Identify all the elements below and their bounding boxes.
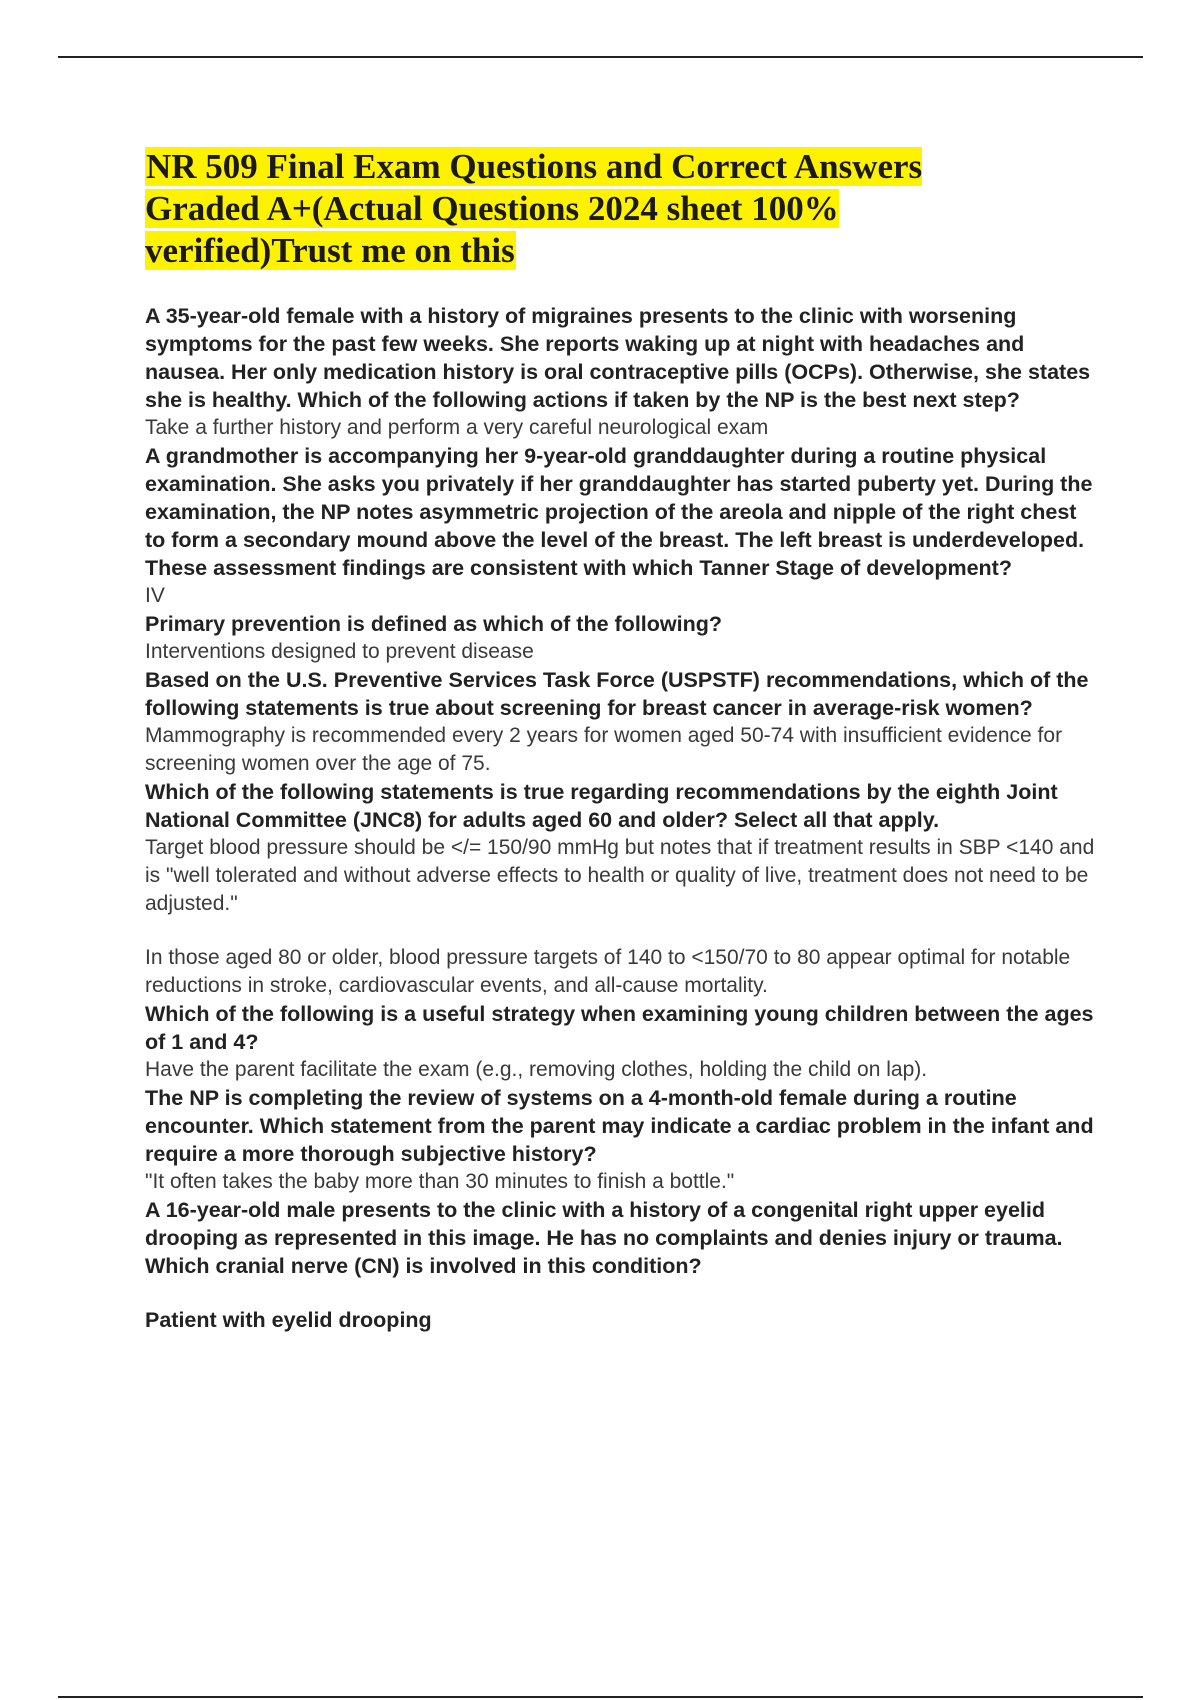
- question-text: Based on the U.S. Preventive Services Task Force (USPSTF) recommendations, which of the following statements is true about screening for breast cancer in average-risk women?: [145, 668, 1089, 720]
- question-text: Primary prevention is defined as which of the following?: [145, 612, 722, 636]
- qa-item: [145, 302, 1095, 442]
- answer-text: "It often takes the baby more than 30 minutes to finish a bottle.": [145, 1170, 735, 1193]
- question-text: Which of the following is a useful strategy when examining young children between the ages of 1 and 4?: [145, 1002, 1094, 1054]
- question-text: A 16-year-old male presents to the clinic with a history of a congenital right upper eyelid drooping as represented in this image. He has no complaints and denies injury or trauma. Which cranial nerve (CN) is involved in this condition?: [145, 1198, 1063, 1278]
- question-text: A 35-year-old female with a history of migraines presents to the clinic with worsening symptoms for the past few weeks. She reports waking up at night with headaches and nausea. Her only medication history is oral contraceptive pills (OCPs). Otherwise, she states she is healthy. Which of the following actions if taken by the NP is the best next step?: [145, 304, 1091, 412]
- page-title: [145, 146, 1045, 272]
- answer-text: Have the parent facilitate the exam (e.g., removing clothes, holding the child on lap).: [145, 1058, 928, 1081]
- answer-text: IV: [145, 584, 165, 607]
- question-text: Which of the following statements is true regarding recommendations by the eighth Joint National Committee (JNC8) for adults aged 60 and older? Select all that apply.: [145, 780, 1058, 832]
- qa-item: [145, 1084, 1095, 1196]
- answer-text: Mammography is recommended every 2 years for women aged 50-74 with insufficient evidence for screening women over the age of 75.: [145, 724, 1063, 775]
- top-rule: [58, 56, 1143, 58]
- answer-text: Interventions designed to prevent disease: [145, 640, 534, 663]
- answer-text-continued: In those aged 80 or older, blood pressure targets of 140 to <150/70 to 80 appear optimal for notable reductions in stroke, cardiovascular events, and all-cause mortality.: [145, 946, 1071, 997]
- qa-item: [145, 442, 1095, 610]
- question-text: A grandmother is accompanying her 9-year-old granddaughter during a routine physical examination. She asks you privately if her granddaughter has started puberty yet. During the examination, the NP notes asymmetric projection of the areola and nipple of the right chest to form a secondary mound above the level of the breast. The left breast is underdeveloped. These assessment findings are consistent with which Tanner Stage of development?: [145, 444, 1093, 580]
- question-text: The NP is completing the review of systems on a 4-month-old female during a routine encounter. Which statement from the parent may indicate a cardiac problem in the infant and require a more thorough subjective history?: [145, 1086, 1094, 1166]
- qa-item: [145, 1196, 1095, 1334]
- qa-list: [145, 302, 1095, 1334]
- qa-item: [145, 1000, 1095, 1084]
- answer-text: Take a further history and perform a very careful neurological exam: [145, 416, 769, 439]
- bottom-rule: [58, 1696, 1143, 1698]
- title-highlight: NR 509 Final Exam Questions and Correct Answers Graded A+(Actual Questions 2024 sheet 100% verified)Trust me on this: [145, 147, 923, 270]
- answer-text: Target blood pressure should be </= 150/90 mmHg but notes that if treatment results in SBP <140 and is "well tolerated and without adverse effects to health or quality of live, treatment does not need to be adjusted.": [145, 836, 1095, 915]
- qa-item: [145, 666, 1095, 778]
- qa-item: [145, 778, 1095, 1000]
- qa-item: [145, 610, 1095, 666]
- image-caption: Patient with eyelid drooping: [145, 1308, 432, 1332]
